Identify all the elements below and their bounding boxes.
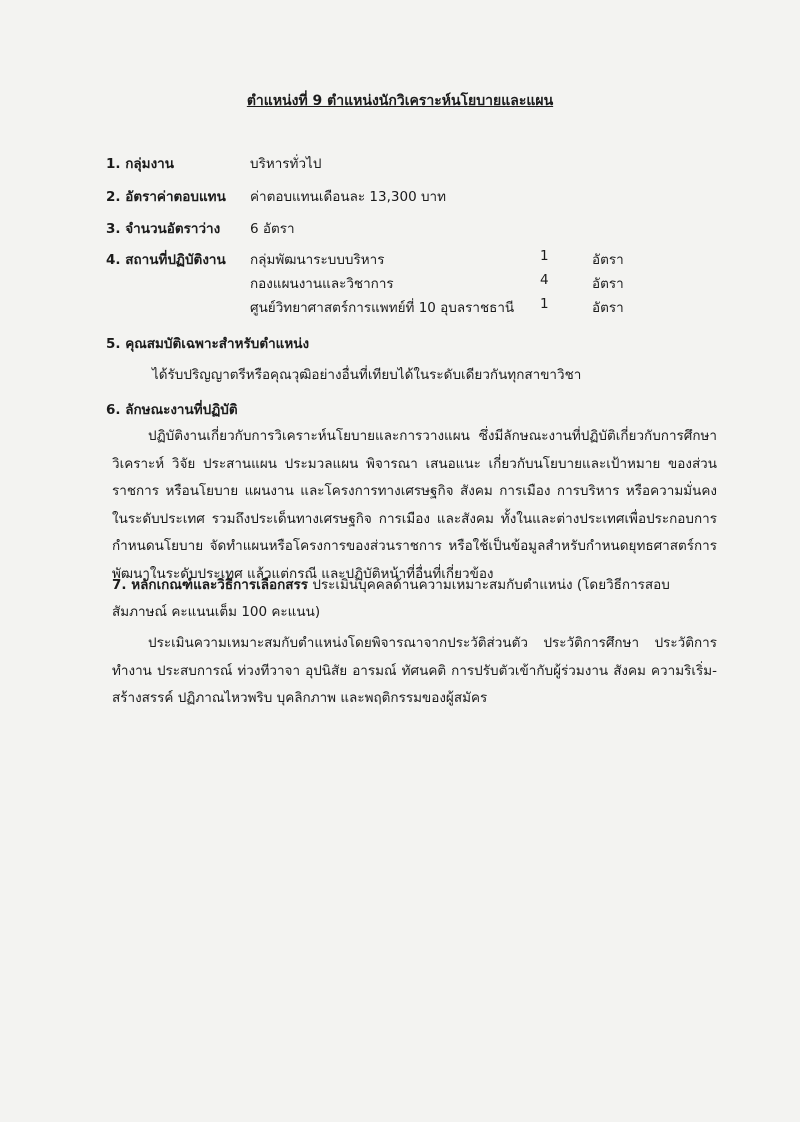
workplace-count: 4 [540, 272, 549, 288]
item-group-label: 1. กลุ่มงาน [106, 156, 174, 172]
section5-text: ได้รับปริญญาตรีหรือคุณวุฒิอย่างอื่นที่เทียบได้ในระดับเดียวกันทุกสาขาวิชา [152, 367, 582, 383]
item-salary-value: ค่าตอบแทนเดือนละ 13,300 บาท [250, 189, 446, 205]
section5-heading: 5. คุณสมบัติเฉพาะสำหรับตำแหน่ง [106, 336, 310, 352]
workplace-count: 1 [540, 248, 549, 264]
section6-heading: 6. ลักษณะงานที่ปฏิบัติ [106, 402, 238, 418]
section7-heading-block [112, 572, 722, 626]
item-vacancy-value: 6 อัตรา [250, 221, 295, 237]
item-vacancy-label: 3. จำนวนอัตราว่าง [106, 221, 221, 237]
document-title: ตำแหน่งที่ 9 ตำแหน่งนักวิเคราะห์นโยบายและแผน [246, 93, 554, 109]
workplace-name: ศูนย์วิทยาศาสตร์การแพทย์ที่ 10 อุบลราชธานี [250, 300, 515, 316]
workplace-count: 1 [540, 296, 549, 312]
workplace-unit: อัตรา [592, 276, 624, 292]
item-workplace-label: 4. สถานที่ปฏิบัติงาน [106, 252, 226, 268]
section7-text: ประเมินความเหมาะสมกับตำแหน่งโดยพิจารณาจากประวัติส่วนตัว ประวัติการศึกษา ประวัติการทำงาน ประสบการณ์ ท่วงทีวาจา อุปนิสัย อารมณ์ ทัศนคติ การปรับตัวเข้ากับผู้ร่วมงาน สังคม ความริเริ่ม-สร้างสรรค์ ปฏิภาณไหวพริบ บุคลิกภาพ และพฤติกรรมของผู้สมัคร [112, 635, 717, 706]
section7-heading: 7. หลักเกณฑ์และวิธีการเลือกสรร [112, 577, 309, 593]
item-group-value: บริหารทั่วไป [250, 156, 322, 172]
section7-heading-rest: ประเมินบุคคลด้านความเหมาะสมกับตำแหน่ง (โดยวิธีการสอบสัมภาษณ์ คะแนนเต็ม 100 คะแนน) [112, 577, 670, 620]
workplace-name: กองแผนงานและวิชาการ [250, 276, 394, 292]
section6-text: ปฏิบัติงานเกี่ยวกับการวิเคราะห์นโยบายและการวางแผน ซึ่งมีลักษณะงานที่ปฏิบัติเกี่ยวกับการศึกษา วิเคราะห์ วิจัย ประสานแผน ประมวลแผน พิจารณา เสนอแนะ เกี่ยวกับนโยบายและเป้าหมาย ของส่วนราชการ หรือนโยบาย แผนงาน และโครงการทางเศรษฐกิจ สังคม การเมือง การบริหาร หรือความมั่นคงในระดับประเทศ รวมถึงประเด็นทางเศรษฐกิจ การเมือง และสังคม ทั้งในและต่างประเทศเพื่อประกอบการกำหนดนโยบาย จัดทำแผนหรือโครงการของส่วนราชการ หรือใช้เป็นข้อมูลสำหรับกำหนดยุทธศาสตร์การพัฒนาในระดับประเทศ แล้วแต่กรณี และปฏิบัติหน้าที่อื่นที่เกี่ยวข้อง [112, 428, 717, 582]
workplace-unit: อัตรา [592, 252, 624, 268]
workplace-unit: อัตรา [592, 300, 624, 316]
workplace-name: กลุ่มพัฒนาระบบบริหาร [250, 252, 385, 268]
item-salary-label: 2. อัตราค่าตอบแทน [106, 189, 226, 205]
